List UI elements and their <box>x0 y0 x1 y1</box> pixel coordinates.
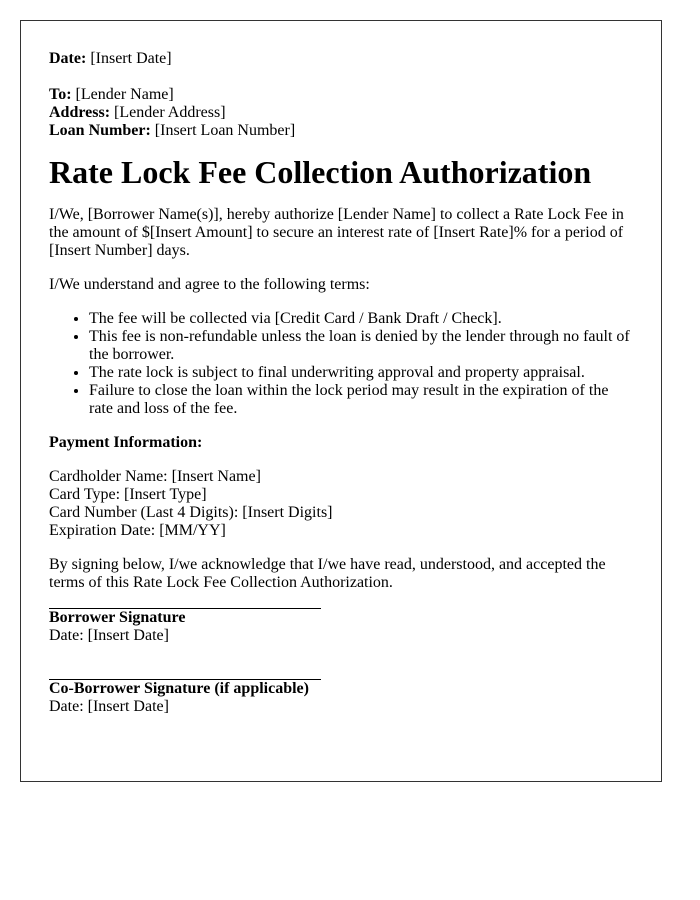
address-value: [Lender Address] <box>114 104 226 121</box>
term-item: • The rate lock is subject to final underwriting approval and property appraisal. <box>89 364 633 382</box>
terms-intro: I/We understand and agree to the following terms: <box>49 276 370 293</box>
date-label: Date: <box>49 50 87 67</box>
borrower-signature-label: Borrower Signature <box>49 609 186 626</box>
loan-number-line <box>49 122 633 140</box>
borrower-signature-date: Date: [Insert Date] <box>49 627 169 644</box>
expiration-date: Expiration Date: [MM/YY] <box>49 522 226 539</box>
term-item: • The fee will be collected via [Credit Card / Bank Draft / Check]. <box>89 310 633 328</box>
payment-info <box>49 468 633 540</box>
terms-list <box>49 310 633 418</box>
cardholder-name: Cardholder Name: [Insert Name] <box>49 468 261 485</box>
address-line <box>49 104 633 122</box>
co-borrower-signature-date: Date: [Insert Date] <box>49 698 169 715</box>
card-type: Card Type: [Insert Type] <box>49 486 207 503</box>
co-borrower-signature-label: Co-Borrower Signature (if applicable) <box>49 680 309 697</box>
address-label: Address: <box>49 104 111 121</box>
document-title: Rate Lock Fee Collection Authorization <box>49 154 592 190</box>
payment-heading: Payment Information: <box>49 434 203 451</box>
acknowledgement-paragraph: By signing below, I/we acknowledge that I/we have read, understood, and accepted the terms of this Rate Lock Fee Collection Authorization. <box>49 556 606 591</box>
card-number: Card Number (Last 4 Digits): [Insert Digits] <box>49 504 333 521</box>
borrower-signature-block <box>49 608 633 645</box>
recipient-block <box>49 86 633 140</box>
co-borrower-signature-block <box>49 679 633 716</box>
term-item: • Failure to close the loan within the lock period may result in the expiration of the rate and loss of the fee. <box>89 382 633 418</box>
intro-paragraph: I/We, [Borrower Name(s)], hereby authorize [Lender Name] to collect a Rate Lock Fee in the amount of $[Insert Amount] to secure an interest rate of [Insert Rate]% for a period of [Insert Number] days. <box>49 206 624 259</box>
authorization-letter <box>20 20 662 782</box>
loan-number-value: [Insert Loan Number] <box>154 122 296 139</box>
date-value: [Insert Date] <box>90 50 172 67</box>
term-item: • This fee is non-refundable unless the loan is denied by the lender through no fault of the borrower. <box>89 328 633 364</box>
to-label: To: <box>49 86 72 103</box>
loan-number-label: Loan Number: <box>49 122 151 139</box>
date-line <box>49 50 633 68</box>
to-value: [Lender Name] <box>75 86 174 103</box>
to-line <box>49 86 633 104</box>
